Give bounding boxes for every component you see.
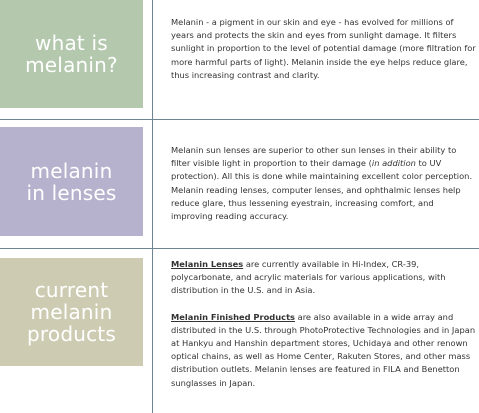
tile-label: current melanin products — [27, 278, 116, 346]
vertical-divider — [152, 0, 153, 413]
section-text-current-products — [171, 258, 476, 390]
tile-label: what is melanin? — [25, 31, 118, 77]
paragraph — [171, 144, 476, 223]
paragraph-spacer — [171, 298, 476, 311]
tile-label: melanin in lenses — [26, 158, 117, 205]
tile-melanin-in-lenses — [0, 127, 143, 236]
section-text-what-is-melanin — [171, 16, 476, 82]
section-divider — [0, 119, 479, 120]
melanin-lenses-heading: Melanin Lenses — [171, 259, 244, 269]
paragraph-finished-products — [171, 311, 476, 390]
tile-current-melanin-products — [0, 258, 143, 366]
section-divider — [0, 248, 479, 249]
finished-products-text: are also available in a wide array and distributed in the U.S. through PhotoProtective Technologies and in Japan at Hankyu and Hanshin department stores, Uchidaya and other renown optical chains, as well as Home Center, Rakuten Stores, and other mass distribution outlets. Melanin lenses are featured in FILA and Benetton sunglasses in Japan. — [171, 311, 476, 388]
italic-phrase: in addition — [371, 158, 416, 169]
finished-products-heading: Melanin Finished Products — [171, 311, 295, 322]
melanin-lenses-text: are currently available in Hi-Index, CR-39, polycarbonate, and acrylic materials for various applications, with distribution in the U.S. and in Asia. — [171, 259, 446, 296]
section-text-melanin-in-lenses — [171, 144, 476, 223]
paragraph: Melanin - a pigment in our skin and eye - has evolved for millions of years and protects the skin and eyes from sunlight damage. It filters sunlight in proportion to the level of potential damage (more filtration for more harmful parts of light). Melanin inside the eye helps reduce glare, thus increasing contrast and clarity. — [171, 17, 476, 80]
tile-what-is-melanin — [0, 0, 143, 108]
paragraph-end: to UV protection). All this is done while maintaining excellent color perception. Melanin reading lenses, computer lenses, and ophthalmic lenses help reduce glare, thus lessening eyestrain, increasing comfort, and improving reading accuracy. — [171, 158, 473, 222]
paragraph-melanin-lenses — [171, 258, 476, 298]
paragraph-start: Melanin sun lenses are superior to other sun lenses in their ability to filter visible light in proportion to their damage ( — [171, 145, 457, 169]
